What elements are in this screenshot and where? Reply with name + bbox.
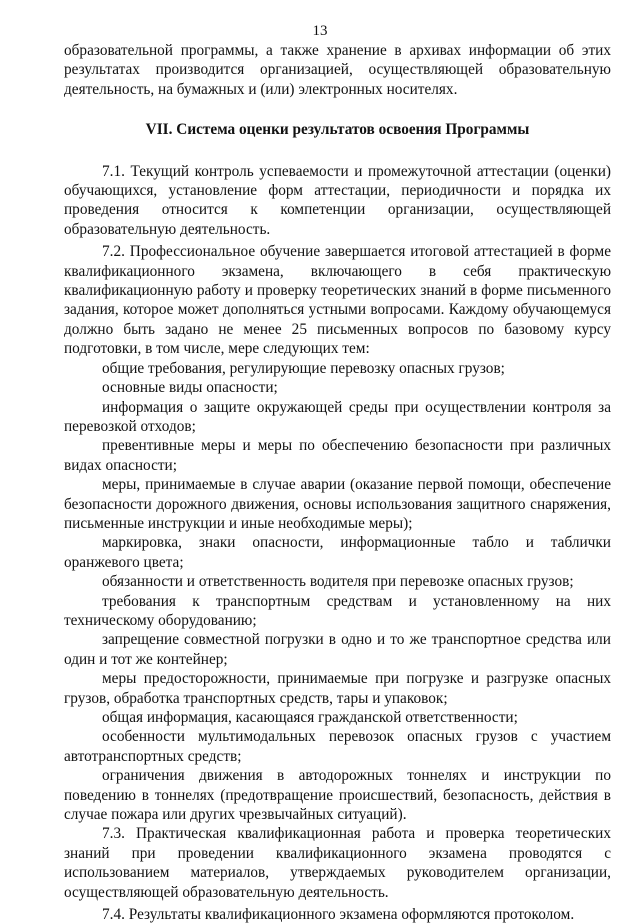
topic-item: ограничения движения в автодорожных тоннелях и инструкции по поведению в тоннелях (предотвращение происшествий, безопасность, действия в случае пожара или других чрезвычайных ситуаций). <box>64 767 611 824</box>
paragraph-7-3: 7.3. Практическая квалификационная работа и проверка теоретических знаний при проведении квалификационного экзамена проводятся с использованием материалов, утверждаемых руководителем организации, осуществляющей образовательную деятельность. <box>64 825 611 901</box>
page-number: 13 <box>312 23 328 39</box>
topic-item: обязанности и ответственность водителя при перевозке опасных грузов; <box>102 573 574 591</box>
topic-item: меры, принимаемые в случае аварии (оказание первой помощи, обеспечение безопасности дорожного движения, основы использования защитного снаряжения, письменные инструкции и иные необходимые меры); <box>64 476 611 532</box>
paragraph-7-2: 7.2. Профессиональное обучение завершается итоговой аттестацией в форме квалификационного экзамена, включающего в себя практическую квалификационную работу и проверку теоретических знаний в форме письменного задания, которое может дополняться устными вопросами. Каждому обучающемуся должно быть задано не менее 25 письменных вопросов по базовому курсу подготовки, в том числе, мере следующих тем: <box>64 243 611 358</box>
topic-item: общая информация, касающаяся гражданской ответственности; <box>102 709 518 726</box>
paragraph-7-1: 7.1. Текущий контроль успеваемости и промежуточной аттестации (оценки) обучающихся, установление форм аттестации, периодичности и порядка их проведения относится к компетенции организации, осуществляющей образовательную деятельность. <box>64 162 611 238</box>
intro-paragraph: образовательной программы, а также хранение в архивах информации об этих результатах производится организацией, осуществляющей образовательную деятельность, на бумажных и (или) электронных носителях. <box>64 42 611 98</box>
paragraph-7-4: 7.4. Результаты квалификационного экзамена оформляются протоколом. <box>102 906 575 924</box>
section-heading: VII. Система оценки результатов освоения Программы <box>145 121 530 139</box>
topic-item: основные виды опасности; <box>102 379 278 397</box>
topic-item: особенности мультимодальных перевозок опасных грузов с участием автотранспортных средств; <box>64 728 611 765</box>
topic-item: запрещение совместной погрузки в одно и то же транспортное средства или один и тот же контейнер; <box>64 631 611 668</box>
document-body <box>64 41 611 924</box>
topic-item: требования к транспортным средствам и установленному на них техническому оборудованию; <box>64 592 611 629</box>
topics-list <box>64 359 611 825</box>
topic-item: превентивные меры и меры по обеспечению безопасности при различных видах опасности; <box>64 437 611 474</box>
topic-item: информация о защите окружающей среды при осуществлении контроля за перевозкой отходов; <box>64 398 611 435</box>
topic-item: общие требования, регулирующие перевозку опасных грузов; <box>102 359 505 377</box>
topic-item: меры предосторожности, принимаемые при погрузке и разгрузке опасных грузов, обработка транспортных средств, тары и упаковок; <box>64 670 611 707</box>
topic-item: маркировка, знаки опасности, информационные табло и таблички оранжевого цвета; <box>64 534 611 571</box>
